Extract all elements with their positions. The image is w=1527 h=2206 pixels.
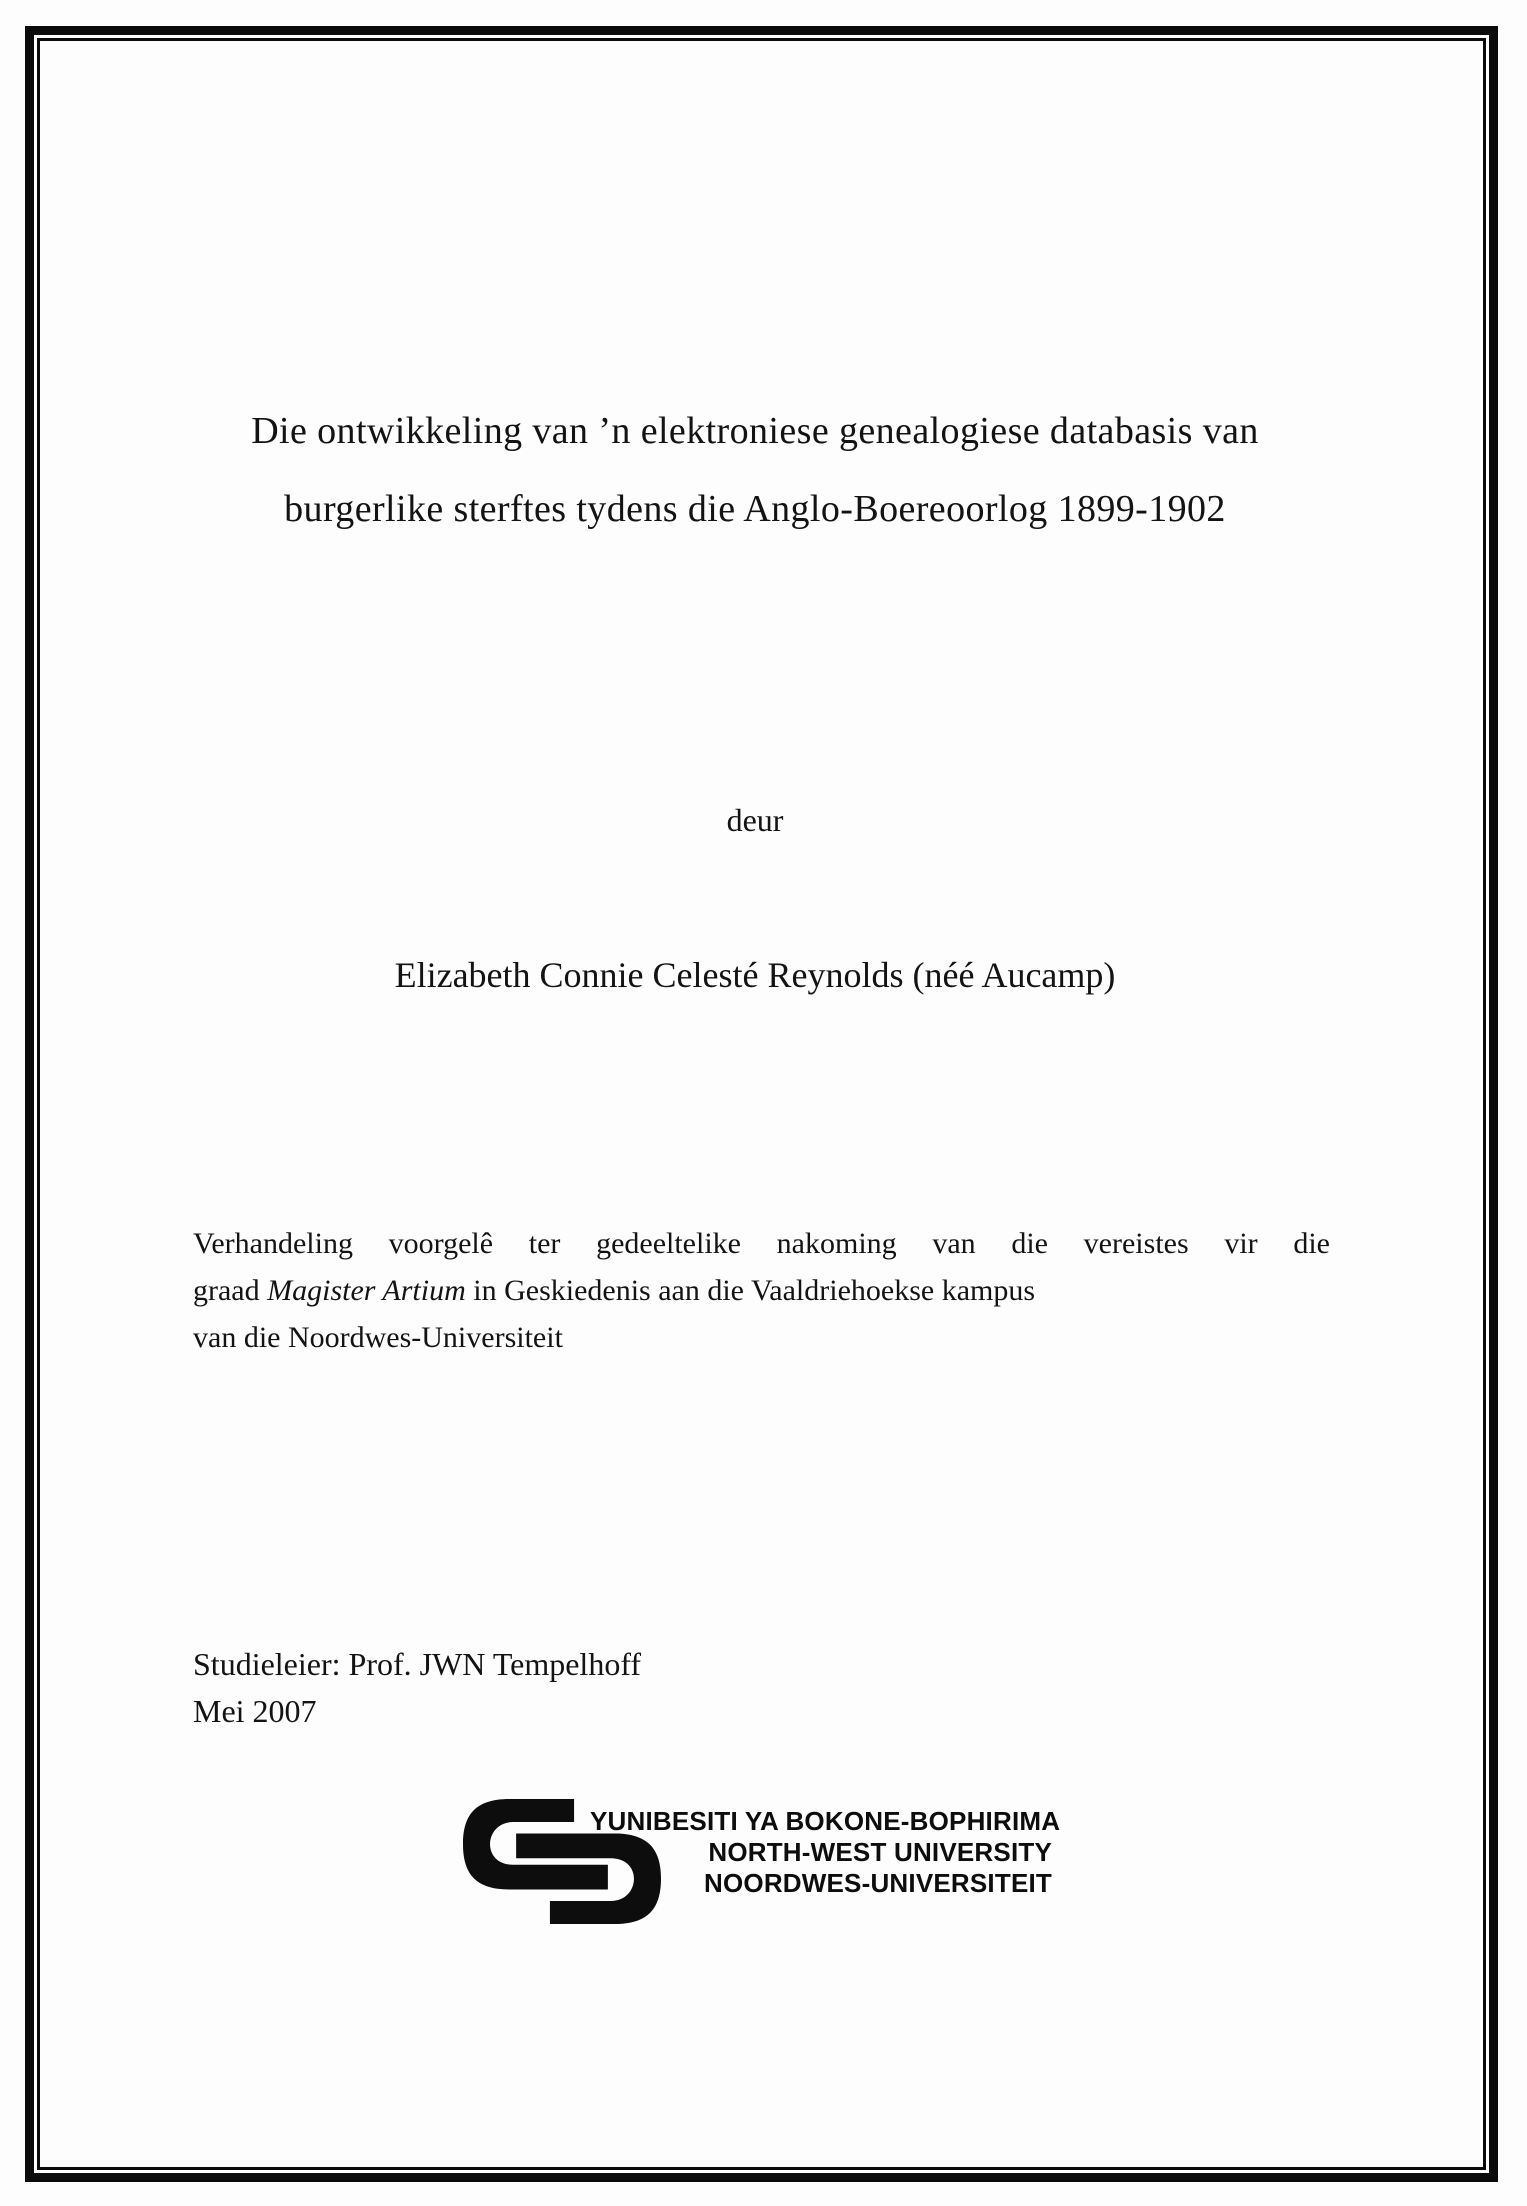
- university-name-english: NORTH-WEST UNIVERSITY: [708, 1837, 1052, 1867]
- supervisor-block: [193, 1641, 1093, 1735]
- degree-statement: [193, 1220, 1330, 1361]
- degree-statement-line1: Verhandeling voorgelê ter gedeeltelike nakoming van die vereistes vir die: [193, 1227, 1330, 1260]
- degree-statement-line2-prefix: graad: [193, 1274, 260, 1307]
- university-name-block: [590, 1806, 1061, 1899]
- thesis-title-line1: Die ontwikkeling van ’n elektroniese genealogiese databasis van: [251, 410, 1259, 452]
- author-name: Elizabeth Connie Celesté Reynolds (néé Aucamp): [394, 955, 1116, 995]
- byline-label: deur: [726, 802, 784, 838]
- degree-name: Magister Artium: [267, 1274, 466, 1307]
- university-name-afrikaans: NOORDWES-UNIVERSITEIT: [704, 1868, 1052, 1898]
- degree-statement-line3: van die Noordwes-Universiteit: [193, 1321, 563, 1354]
- thesis-title: [60, 392, 1450, 548]
- date-line: Mei 2007: [193, 1693, 317, 1729]
- supervisor-line: Studieleier: Prof. JWN Tempelhoff: [193, 1646, 642, 1682]
- thesis-title-line2: burgerlike sterftes tydens die Anglo-Boereoorlog 1899-1902: [284, 488, 1226, 530]
- degree-statement-line2: [193, 1267, 1330, 1314]
- university-name-setswana: YUNIBESITI YA BOKONE-BOPHIRIMA: [590, 1806, 1061, 1836]
- degree-statement-line2-suffix: in Geskiedenis aan die Vaaldriehoekse kampus: [473, 1274, 1036, 1307]
